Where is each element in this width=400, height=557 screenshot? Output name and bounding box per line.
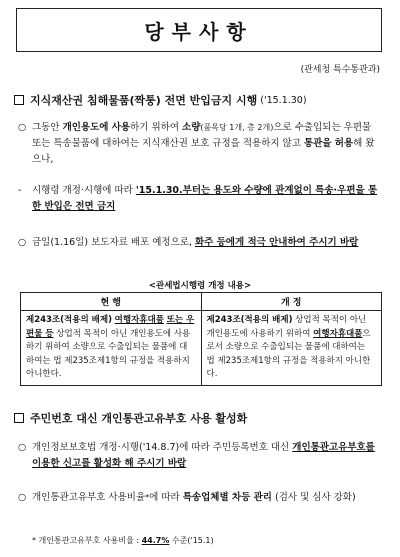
underlined-text: 또는 우편물 등: [26, 315, 195, 339]
bold-text: 특송업체별 차등 관리: [182, 492, 272, 503]
circle-bullet-icon: ○: [18, 492, 27, 503]
circle-bullet-icon: ○: [18, 237, 27, 248]
underlined-text: 여행자휴대품: [114, 315, 164, 325]
text: 금일(1.16일) 보도자료 배포 예정으로,: [32, 237, 195, 248]
checkbox-square-icon: [14, 413, 24, 423]
title-box: [16, 8, 382, 52]
text: 개인정보보호법 개정·시행('14.8.7)에 따라 주민등록번호 대신: [32, 442, 293, 453]
section1-item1: [18, 120, 382, 168]
section1-date: ('15.1.30): [260, 94, 307, 106]
section1-heading: [14, 92, 307, 108]
section2-item2: ○ 개인통관고유부호 사용비율*에 따라 특송업체별 차등 관리 (검사 및 심사 강화): [32, 490, 382, 506]
text: (검사 및 심사 강화): [274, 492, 356, 503]
bold-text: 제243조(적용의 배제): [26, 315, 112, 325]
bold-text: 통관을 허용: [303, 138, 354, 149]
page-title: 당부사항: [144, 19, 254, 44]
table-caption: <관세법시행령 개정 내용>: [148, 281, 252, 291]
amendment-table: [20, 292, 382, 386]
section1-item2: [18, 183, 382, 215]
col-revised-header: 개 정: [201, 293, 382, 311]
bold-text: 제243조(적용의 배제): [206, 315, 293, 325]
section2-item1: [18, 440, 382, 472]
revised-cell: [201, 311, 382, 386]
text: 해 왔으나,: [32, 138, 375, 165]
circle-bullet-icon: ○: [18, 122, 27, 133]
text: 으로서 소량으로 수출입되는 물품에 대하여는 법 제235조제1항의 규정을 적용하지 아니한다.: [206, 328, 371, 379]
small-text: (품목당 1개, 총 2개): [200, 123, 274, 132]
section1-item3: [18, 235, 382, 251]
underlined-text: 화주 등에게 적극 안내하여 주시기 바람: [194, 237, 359, 248]
text: 상업적 목적이 아닌 개인용도에 사용하기 위하여 소량으로 수출입되는 물품에 대하여는 법 제235조제1항의 규정을 적용하지 아니한다.: [26, 328, 191, 379]
text: 하기 위하여: [130, 122, 183, 133]
col-current-header: 현 행: [21, 293, 202, 311]
section1-heading-text: 지식재산권 침해물품(짝퉁) 전면 반입금지 시행: [30, 94, 258, 107]
section2-heading: [14, 410, 247, 426]
text: * 개인통관고유부호 사용비율 :: [32, 536, 142, 545]
text: 으로 수출입되는 우편물 또는 특송물품에 대하여는 지식재산권 보호 규정을 적용하지 않고: [32, 122, 372, 149]
current-cell: [21, 311, 202, 386]
circle-bullet-icon: ○: [18, 442, 27, 453]
underlined-text: 44.7%: [141, 536, 170, 545]
section2-footnote: [32, 535, 214, 546]
checkbox-square-icon: [14, 95, 24, 105]
underlined-text: '15.1.30.부터는 용도와 수량에 관계없이 특송·우편을 통한 반입은 전면 금지: [32, 185, 378, 212]
text: 시행령 개정·시행에 따라: [32, 185, 136, 196]
text: 개인통관고유부호 사용비율: [32, 492, 146, 503]
section2-heading-text: 주민번호 대신 개인통관고유부호 사용 활성화: [30, 412, 248, 425]
text: 상업적 목적이 아닌 개인용도에 사용하기 위하여: [206, 315, 367, 339]
department-label: (관세청 특수통관과): [300, 65, 380, 75]
bold-text: 개인용도에 사용: [62, 122, 131, 133]
dash-bullet-icon: -: [18, 185, 22, 196]
underlined-text: 여행자휴대품: [313, 328, 363, 339]
text: 수준('15.1): [169, 536, 214, 545]
underlined-text: 개인통관고유부호를 이용한 신고를 활성화 해 주시기 바람: [32, 442, 375, 469]
bold-text: 소량: [182, 122, 201, 133]
text: 에 따라: [149, 492, 183, 503]
text: 그동안: [32, 122, 63, 133]
